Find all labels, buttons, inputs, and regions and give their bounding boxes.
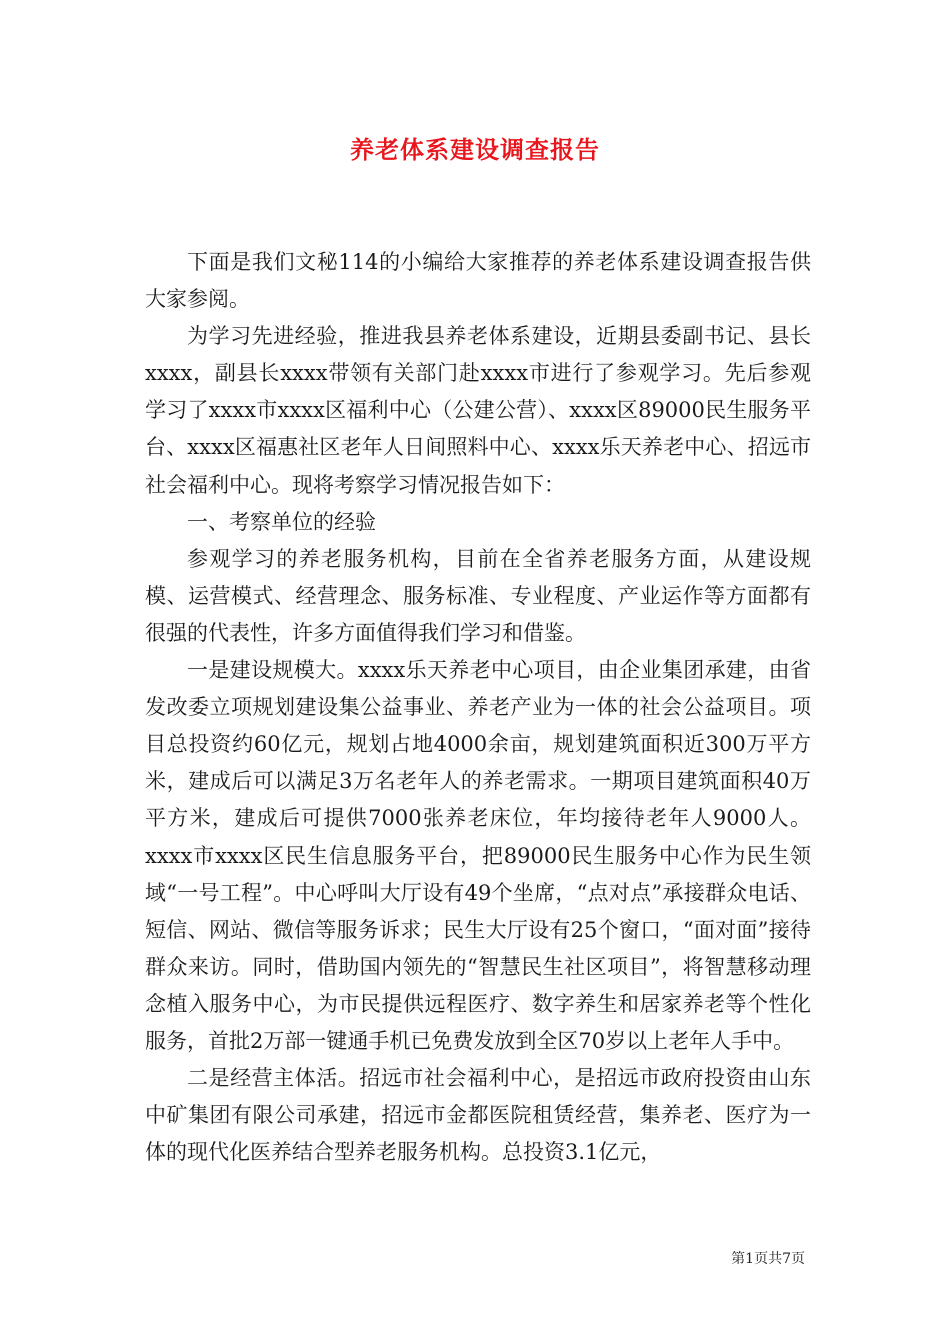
paragraph-background: 为学习先进经验，推进我县养老体系建设，近期县委副书记、县长xxxx，副县长xxxx带领有关部门赴xxxx市进行了参观学习。先后参观学习了xxxx市xxxx区福利中心（公建公营）、xxxx区89000民生服务平台、xxxx区福惠社区老年人日间照料中心、xxxx乐天养老中心、招远市社会福利中心。现将考察学习情况报告如下： [145,324,811,497]
document-body [145,244,811,1171]
paragraph-operation: 二是经营主体活。招远市社会福利中心，是招远市政府投资由山东中矿集团有限公司承建，招远市金都医院租赁经营，集养老、医疗为一体的现代化医养结合型养老服务机构。总投资3.1亿元， [145,1066,811,1165]
paragraph-intro: 下面是我们文秘114的小编给大家推荐的养老体系建设调查报告供大家参阅。 [145,250,811,312]
paragraph-overview: 参观学习的养老服务机构，目前在全省养老服务方面，从建设规模、运营模式、经营理念、服务标准、专业程度、产业运作等方面都有很强的代表性，许多方面值得我们学习和借鉴。 [145,546,811,645]
section-heading-experience: 一、考察单位的经验 [187,509,376,534]
page-number: 第1页共7页 [731,1251,805,1267]
paragraph-scale: 一是建设规模大。xxxx乐天养老中心项目，由企业集团承建，由省发改委立项规划建设集公益事业、养老产业为一体的社会公益项目。项目总投资约60亿元，规划占地4000余亩，规划建筑面积近300万平方米，建成后可以满足3万名老年人的养老需求。一期项目建筑面积40万平方米，建成后可提供7000张养老床位，年均接待老年人9000人。xxxx市xxxx区民生信息服务平台，把89000民生服务中心作为民生领域“一号工程”。中心呼叫大厅设有49个坐席，“点对点”承接群众电话、短信、网站、微信等服务诉求；民生大厅设有25个窗口，“面对面”接待群众来访。同时，借助国内领先的“智慧民生社区项目”，将智慧移动理念植入服务中心，为市民提供远程医疗、数字养生和居家养老等个性化服务，首批2万部一键通手机已免费发放到全区70岁以上老年人手中。 [145,658,811,1053]
document-title: 养老体系建设调查报告 [350,135,600,164]
